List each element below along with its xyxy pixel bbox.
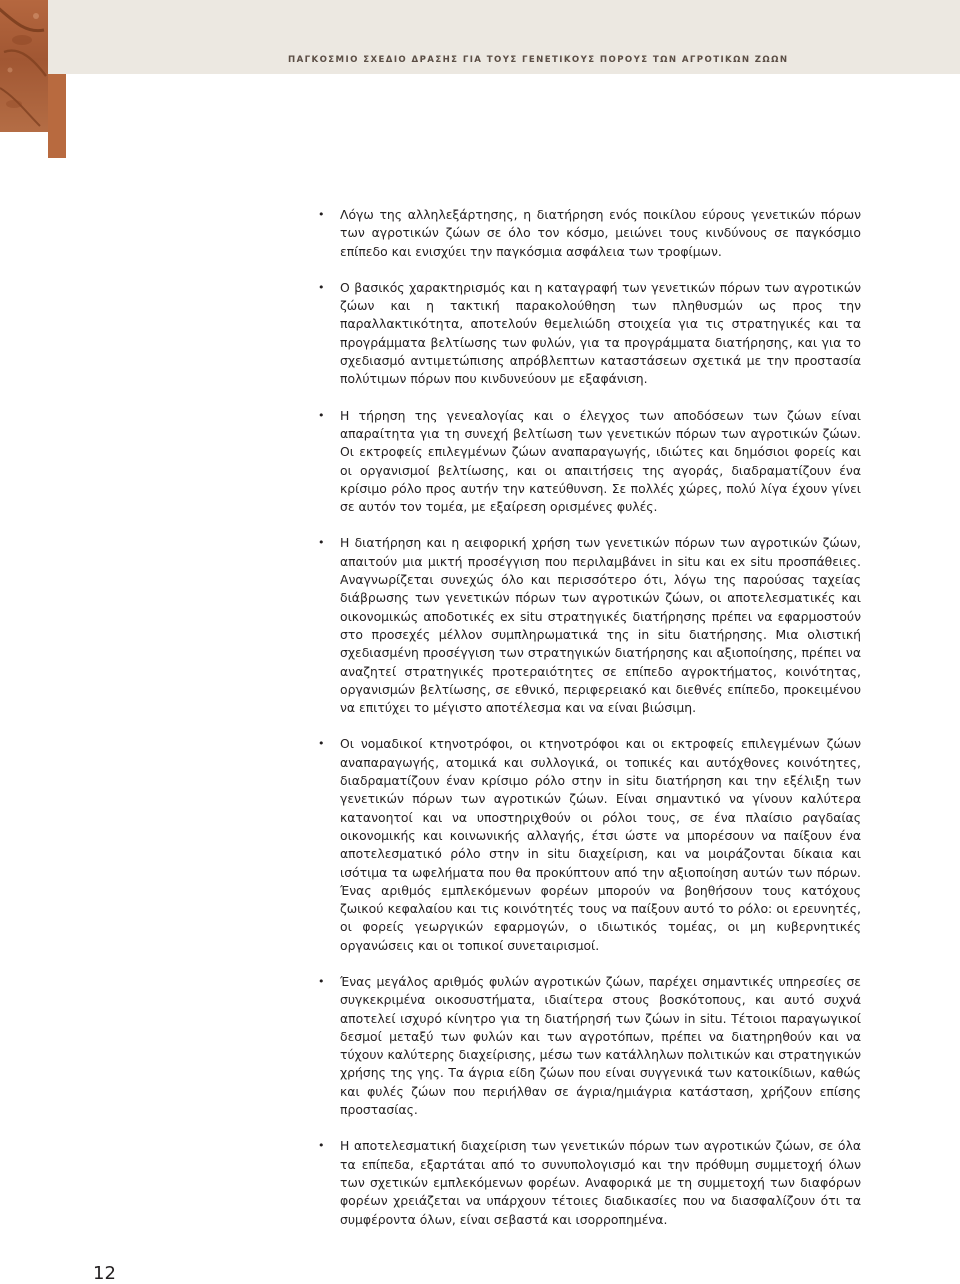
running-header-title: ΠΑΓΚΟΣΜΙΟ ΣΧΕΔΙΟ ΔΡΑΣΗΣ ΓΙΑ ΤΟΥΣ ΓΕΝΕΤΙΚΟΥΣ ΠΟΡΟΥΣ ΤΩΝ ΑΓΡΟΤΙΚΩΝ ΖΩΩΝ xyxy=(288,55,789,65)
page-number: 12 xyxy=(93,1263,116,1284)
bullet-paragraph-7 xyxy=(318,1137,861,1228)
bullet-icon: • xyxy=(318,408,325,422)
bullet-icon: • xyxy=(318,974,325,988)
bullet-paragraph-4 xyxy=(318,534,861,717)
paragraph-text: Λόγω της αλληλεξάρτησης, η διατήρηση ενός ποικίλου εύρους γενετικών πόρων των αγροτικών ζώων σε όλο τον κόσμο, μειώνει τους κινδύνους σε παγκόσμιο επίπεδο και ενισχύει την παγκόσμια ασφάλεια των τροφίμων. xyxy=(340,207,861,259)
bullet-icon: • xyxy=(318,1139,325,1153)
bullet-icon: • xyxy=(318,536,325,550)
bullet-paragraph-6 xyxy=(318,973,861,1119)
paragraph-text: Οι νομαδικοί κτηνοτρόφοι, οι κτηνοτρόφοι και οι εκτροφείς επιλεγμένων ζώων αναπαραγωγής, ατομικά και συλλογικά, οι τοπικές και αυτόχθονες κοινότητες, διαδραματίζουν έναν κρίσιμο ρόλο στην in situ διατήρηση και την εξέλιξη των γενετικών πόρων των αγροτικών ζώων. Είναι σημαντικό να γίνουν καλύτερα κατανοητοί και να υποστηριχθούν οι ρόλοι τους, σε ένα πλαίσιο ραγδαίας οικονομικής και κοινωνικής αλλαγής, έτσι ώστε να μπορέσουν να παίξουν ένα αποτελεσματικό ρόλο στην in situ διαχείριση, και να μοιράζονται δίκαια και ισότιμα τα ωφελήματα που θα προκύπτουν από την αξιοποίηση αυτών των πόρων. Ένας αριθμός εμπλεκόμενων φορέων μπορούν να βοηθήσουν τους κατόχους ζωικού κεφαλαίου και τις κοινότητές τους να παίξουν αυτό το ρόλο: οι ερευνητές, οι φορείς γεωργικών εφαρμογών, ο ιδιωτικός τομέας, οι μη κυβερνητικές οργανώσεις και οι τοπικοί συνεταιρισμοί. xyxy=(340,736,861,953)
bullet-icon: • xyxy=(318,737,325,751)
document-body xyxy=(318,206,861,1247)
decorative-accent-bar xyxy=(48,74,66,158)
bullet-paragraph-5 xyxy=(318,735,861,955)
bullet-paragraph-2 xyxy=(318,279,861,389)
paragraph-text: Η τήρηση της γενεαλογίας και ο έλεγχος των αποδόσεων των ζώων είναι απαραίτητα για τη συνεχή βελτίωση των γενετικών πόρων των αγροτικών ζώων. Οι εκτροφείς επιλεγμένων ζώων αναπαραγωγής, ιδιώτες και δημόσιοι φορείς και οι οργανισμοί βελτίωσης, και οι απαιτήσεις της αγοράς, διαδραματίζουν ένα κρίσιμο ρόλο προς αυτήν την κατεύθυνση. Σε πολλές χώρες, πολύ λίγα έχουν γίνει σε αυτόν τον τομέα, με εξαίρεση ορισμένες φυλές. xyxy=(340,407,861,515)
bullet-icon: • xyxy=(318,280,325,294)
bullet-icon: • xyxy=(318,208,325,221)
bullet-paragraph-1 xyxy=(318,206,861,261)
paragraph-text: Η αποτελεσματική διαχείριση των γενετικών πόρων των αγροτικών ζώων, σε όλα τα επίπεδα, εξαρτάται από το συνυπολογισμό και την πρόθυμη συμμετοχή όλων των σχετικών εμπλεκόμενων φορέων. Αναφορικά με τη συμμετοχή των διαφόρων φορέων χρειάζεται να υπάρχουν τέτοιες διαδικασίες που να διασφαλίζουν ότι τα συμφέροντα όλων, είναι σεβαστά και ισορροπημένα. xyxy=(340,1138,861,1227)
paragraph-text: Η διατήρηση και η αειφορική χρήση των γενετικών πόρων των αγροτικών ζώων, απαιτούν μια μικτή προσέγγιση που περιλαμβάνει in situ και ex situ προσπάθειες. Αναγνωρίζεται συνεχώς όλο και περισσότερο ότι, λόγω της παρούσας ταχείας διάβρωσης των γενετικών πόρων των αγροτικών ζώων, οι αποτελεσματικές και οικονομικώς αποδοτικές ex situ στρατηγικές διατήρησης πρέπει να εφαρμοστούν στο προσεχές μέλλον συμπληρωματικά της in situ διατήρησης. Μια ολιστική σχεδιασμένη προσέγγιση των στρατηγικών διατήρησης και αξιοποίησης, πρέπει να αναζητεί στρατηγικές προτεραιότητες σε επίπεδο αγροκτήματος, κοινότητας, οργανισμών βελτίωσης, σε εθνικό, περιφερειακό και διεθνές επίπεδο, προκειμένου να επιτύχει το μέγιστο αποτέλεσμα και να είναι βιώσιμη. xyxy=(340,535,861,716)
bullet-paragraph-3 xyxy=(318,407,861,517)
cave-painting-image xyxy=(0,0,48,132)
paragraph-text: Ο βασικός χαρακτηρισμός και η καταγραφή των γενετικών πόρων των αγροτικών ζώων και η τακτική παρακολούθηση των πληθυσμών ως προς την παραλλακτικότητα, αποτελούν θεμελιώδη στοιχεία για τις στρατηγικές και τα προγράμματα βελτίωσης των φυλών, για τα προγράμματα διατήρησης, και για το σχεδιασμό αντιμετώπισης απρόβλεπτων καταστάσεων σχετικά με την προστασία πολύτιμων πόρων που κινδυνεύουν με εξαφάνιση. xyxy=(340,279,861,387)
paragraph-text: Ένας μεγάλος αριθμός φυλών αγροτικών ζώων, παρέχει σημαντικές υπηρεσίες σε συγκεκριμένα οικοσυστήματα, ιδιαίτερα στους βοσκότοπους, και αυτό συχνά αποτελεί ισχυρό κίνητρο για τη διατήρησή των ζώων in situ. Τέτοιοι παραγωγικοί δεσμοί μεταξύ των φυλών και των αγροτόπων, πρέπει να διατηρηθούν και να τύχουν καλύτερης διαχείρισης, μέσω των κατάλληλων πολιτικών και στρατηγικών χρήσης της γης. Τα άγρια είδη ζώων που είναι συγγενικά των κατοικίδιων, καθώς και φυλές ζώων που περιήλθαν σε άγρια/ημιάγρια κατάσταση, χρήζουν επίσης προστασίας. xyxy=(340,973,861,1118)
